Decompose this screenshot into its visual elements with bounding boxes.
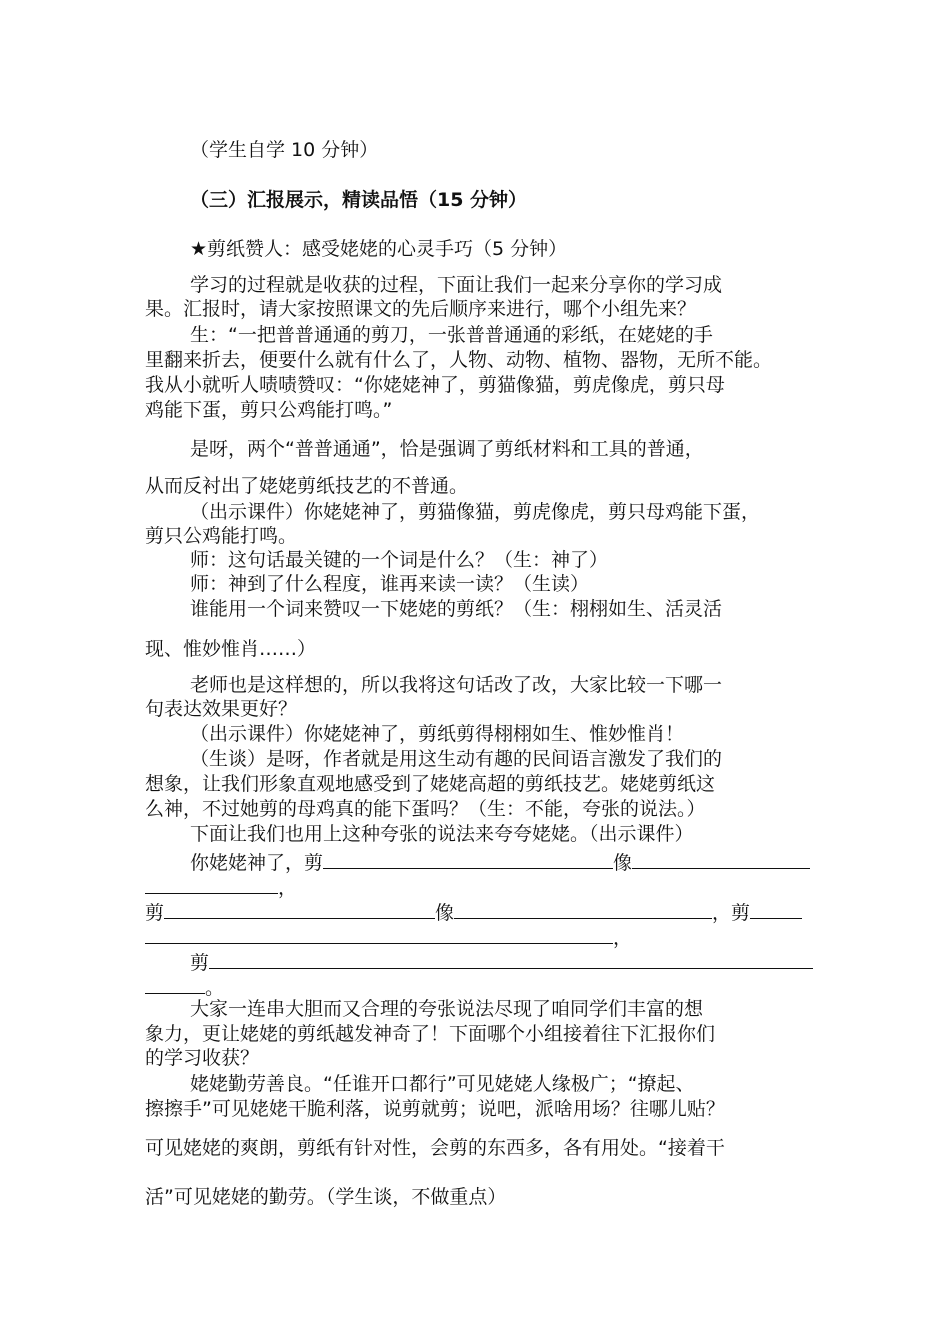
fill-blank-line <box>190 848 810 875</box>
blank-line <box>164 898 435 919</box>
paragraph-line: 句表达效果更好？ <box>145 698 298 720</box>
paragraph-line: 师：这句话最关键的一个词是什么？（生：神了） <box>190 549 609 571</box>
fill-blank-line <box>145 873 297 900</box>
paragraph-line: （出示课件）你姥姥神了，剪猫像猫，剪虎像虎，剪只母鸡能下蛋， <box>190 501 761 523</box>
fill-text: 剪 <box>190 952 210 974</box>
blank-line <box>145 873 278 894</box>
fill-text: ， <box>278 877 298 899</box>
paragraph-line: 学习的过程就是收获的过程，下面让我们一起来分享你的学习成 <box>190 274 723 296</box>
section-heading: （三）汇报展示，精读品悟（15 分钟） <box>190 189 528 211</box>
paragraph-line: 老师也是这样想的，所以我将这句话改了改，大家比较一下哪一 <box>190 674 723 696</box>
paragraph-line: 活”可见姥姥的勤劳。（学生谈，不做重点） <box>145 1186 507 1208</box>
self-study-note: （学生自学 10 分钟） <box>190 139 379 161</box>
paragraph-line: 果。汇报时，请大家按照课文的先后顺序来进行，哪个小组先来？ <box>145 298 697 320</box>
fill-blank-line <box>145 923 632 950</box>
paragraph-line: 里翻来折去，便要什么就有什么了，人物、动物、植物、器物，无所不能。 <box>145 349 773 371</box>
paragraph-line: 鸡能下蛋，剪只公鸡能打鸣。” <box>145 399 393 421</box>
paragraph-line: 大家一连串大胆而又合理的夸张说法尽现了咱同学们丰富的想 <box>190 998 704 1020</box>
fill-text: 像 <box>613 852 633 874</box>
fill-text: 你姥姥神了，剪 <box>190 852 324 874</box>
fill-blank-line <box>145 973 224 1000</box>
paragraph-line: 可见姥姥的爽朗，剪纸有针对性，会剪的东西多，各有用处。“接着干 <box>145 1137 725 1159</box>
paragraph-line: 我从小就听人啧啧赞叹：“你姥姥神了，剪猫像猫，剪虎像虎，剪只母 <box>145 374 725 396</box>
paragraph-line: 下面让我们也用上这种夸张的说法来夸夸姥姥。（出示课件） <box>190 823 694 845</box>
blank-line <box>454 898 712 919</box>
blank-line <box>632 848 810 869</box>
paragraph-line: 姥姥勤劳善良。“任谁开口都行”可见姥姥人缘极广；“撩起、 <box>190 1073 695 1095</box>
paragraph-line: 剪只公鸡能打鸣。 <box>145 525 298 547</box>
fill-blank-line <box>190 948 813 975</box>
blank-line <box>209 948 813 969</box>
fill-text: ，剪 <box>712 902 751 924</box>
paragraph-line: 是呀，两个“普普通通”，恰是强调了剪纸材料和工具的普通， <box>190 438 704 460</box>
paragraph-line: 想象，让我们形象直观地感受到了姥姥高超的剪纸技艺。姥姥剪纸这 <box>145 773 716 795</box>
fill-blank-line <box>145 898 802 925</box>
fill-text: 剪 <box>145 902 165 924</box>
paragraph-line: （出示课件）你姥姥神了，剪纸剪得栩栩如生、惟妙惟肖！ <box>190 723 685 745</box>
paragraph-line: 现、惟妙惟肖……） <box>145 638 317 660</box>
blank-line <box>145 973 205 994</box>
fill-text: 。 <box>205 977 225 999</box>
paragraph-line: 象力，更让姥姥的剪纸越发神奇了！下面哪个小组接着往下汇报你们 <box>145 1023 716 1045</box>
paragraph-line: 的学习收获？ <box>145 1047 260 1069</box>
paragraph-line: 么神，不过她剪的母鸡真的能下蛋吗？（生：不能，夸张的说法。） <box>145 798 706 820</box>
papercut-subheading: ★剪纸赞人：感受姥姥的心灵手巧（5 分钟） <box>190 238 568 260</box>
fill-text: ， <box>613 927 633 949</box>
blank-line <box>750 898 802 919</box>
paragraph-line: 谁能用一个词来赞叹一下姥姥的剪纸？（生：栩栩如生、活灵活 <box>190 598 723 620</box>
paragraph-line: 从而反衬出了姥姥剪纸技艺的不普通。 <box>145 475 469 497</box>
paragraph-line: 生：“一把普普通通的剪刀，一张普普通通的彩纸，在姥姥的手 <box>190 324 713 346</box>
blank-line <box>323 848 613 869</box>
paragraph-line: （生谈）是呀，作者就是用这生动有趣的民间语言激发了我们的 <box>190 748 723 770</box>
blank-line <box>145 923 613 944</box>
paragraph-line: 师：神到了什么程度，谁再来读一读？（生读） <box>190 573 590 595</box>
fill-text: 像 <box>435 902 455 924</box>
paragraph-line: 擦擦手”可见姥姥干脆利落，说剪就剪；说吧，派啥用场？往哪儿贴？ <box>145 1098 725 1120</box>
